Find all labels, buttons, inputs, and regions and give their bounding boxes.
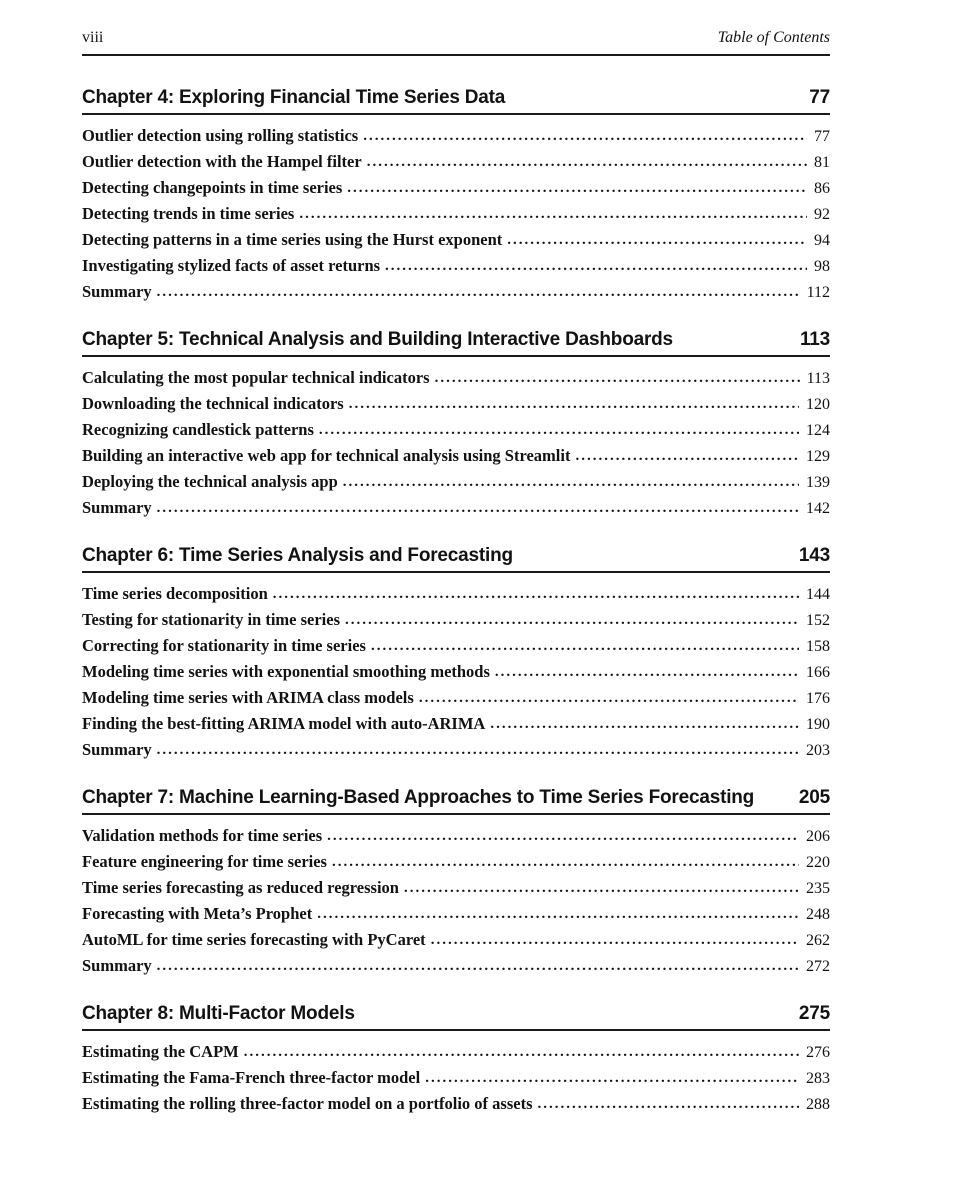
chapter-page-number: 77 bbox=[809, 87, 830, 108]
toc-entry-title: Estimating the Fama-French three-factor model bbox=[82, 1068, 421, 1087]
toc-entry[interactable] bbox=[82, 849, 830, 875]
chapter-title: Chapter 4: Exploring Financial Time Series Data bbox=[82, 87, 506, 108]
dot-leader bbox=[575, 443, 799, 469]
toc-entry-title: Investigating stylized facts of asset returns bbox=[82, 256, 381, 275]
chapter-page-number: 113 bbox=[799, 329, 830, 350]
dot-leader bbox=[157, 953, 799, 979]
toc-entry-title: Modeling time series with ARIMA class models bbox=[82, 688, 414, 707]
dot-leader bbox=[495, 659, 799, 685]
toc-entry-title: Validation methods for time series bbox=[82, 826, 323, 845]
chapter-section bbox=[82, 328, 830, 521]
dot-leader bbox=[319, 417, 799, 443]
chapter-page-number: 275 bbox=[798, 1003, 830, 1024]
dot-leader bbox=[431, 927, 799, 953]
toc-entry-title: Finding the best-fitting ARIMA model with auto-ARIMA bbox=[82, 714, 486, 733]
toc-entry-page-number: 176 bbox=[806, 690, 830, 707]
toc-entry[interactable] bbox=[82, 227, 830, 253]
dot-leader bbox=[363, 123, 807, 149]
chapter-entries bbox=[82, 123, 830, 305]
dot-leader bbox=[317, 901, 799, 927]
toc-entry-page-number: 166 bbox=[806, 664, 830, 681]
toc-entry-page-number: 142 bbox=[806, 500, 830, 517]
dot-leader bbox=[327, 823, 799, 849]
dot-leader bbox=[349, 391, 799, 417]
chapter-heading-row[interactable] bbox=[82, 1002, 830, 1031]
toc-entry-title: AutoML for time series forecasting with PyCaret bbox=[82, 930, 426, 949]
dot-leader bbox=[343, 469, 799, 495]
toc-entry-title: Time series decomposition bbox=[82, 584, 268, 603]
dot-leader bbox=[157, 737, 799, 763]
toc-entry-page-number: 120 bbox=[806, 396, 830, 413]
chapter-heading-row[interactable] bbox=[82, 86, 830, 115]
toc-entry-title: Feature engineering for time series bbox=[82, 852, 327, 871]
toc-entry-page-number: 124 bbox=[806, 422, 830, 439]
chapter-heading-row[interactable] bbox=[82, 544, 830, 573]
toc-entry-page-number: 92 bbox=[814, 206, 830, 223]
toc-entry[interactable] bbox=[82, 737, 830, 763]
folio-page-number: viii bbox=[82, 29, 104, 46]
chapter-title: Chapter 7: Machine Learning-Based Approaches to Time Series Forecasting bbox=[82, 787, 755, 808]
toc-entry-title: Forecasting with Meta’s Prophet bbox=[82, 904, 313, 923]
toc-entry-page-number: 276 bbox=[806, 1044, 830, 1061]
toc-entry[interactable] bbox=[82, 469, 830, 495]
toc-entry-title: Downloading the technical indicators bbox=[82, 394, 344, 413]
toc-entry-title: Detecting trends in time series bbox=[82, 204, 295, 223]
toc-entry-page-number: 81 bbox=[814, 154, 830, 171]
dot-leader bbox=[538, 1091, 800, 1117]
chapter-entries bbox=[82, 365, 830, 521]
toc-entry-title: Calculating the most popular technical indicators bbox=[82, 368, 430, 387]
chapter-section bbox=[82, 1002, 830, 1117]
page-header bbox=[82, 28, 830, 56]
toc-entry-page-number: 235 bbox=[806, 880, 830, 897]
chapter-page-number: 205 bbox=[798, 787, 830, 808]
toc-entry[interactable] bbox=[82, 365, 830, 391]
toc-entry-page-number: 283 bbox=[806, 1070, 830, 1087]
dot-leader bbox=[404, 875, 799, 901]
toc-entry-title: Summary bbox=[82, 282, 152, 301]
dot-leader bbox=[371, 633, 799, 659]
chapter-heading-row[interactable] bbox=[82, 328, 830, 357]
dot-leader bbox=[345, 607, 799, 633]
toc-entry-title: Deploying the technical analysis app bbox=[82, 472, 338, 491]
dot-leader bbox=[299, 201, 807, 227]
toc-entry-page-number: 112 bbox=[806, 284, 830, 301]
toc-entry[interactable] bbox=[82, 927, 830, 953]
toc-entry-page-number: 272 bbox=[806, 958, 830, 975]
toc-entry[interactable] bbox=[82, 581, 830, 607]
toc-entry[interactable] bbox=[82, 1065, 830, 1091]
toc-entry-title: Correcting for stationarity in time series bbox=[82, 636, 366, 655]
toc-entry-title: Outlier detection using rolling statistics bbox=[82, 126, 359, 145]
toc-entry-page-number: 113 bbox=[806, 370, 830, 387]
toc-entry-title: Detecting patterns in a time series using the Hurst exponent bbox=[82, 230, 503, 249]
toc-entry-page-number: 94 bbox=[814, 232, 830, 249]
dot-leader bbox=[332, 849, 799, 875]
chapter-heading-row[interactable] bbox=[82, 786, 830, 815]
chapter-section bbox=[82, 86, 830, 305]
toc-entry-page-number: 152 bbox=[806, 612, 830, 629]
dot-leader bbox=[490, 711, 799, 737]
toc-entry-title: Detecting changepoints in time series bbox=[82, 178, 343, 197]
toc-entry[interactable] bbox=[82, 279, 830, 305]
toc-entry[interactable] bbox=[82, 823, 830, 849]
toc-entry-page-number: 203 bbox=[806, 742, 830, 759]
toc-entry-page-number: 288 bbox=[806, 1096, 830, 1113]
toc-entry-title: Time series forecasting as reduced regression bbox=[82, 878, 399, 897]
toc-entry-title: Testing for stationarity in time series bbox=[82, 610, 341, 629]
toc-entry[interactable] bbox=[82, 123, 830, 149]
toc-entry[interactable] bbox=[82, 633, 830, 659]
toc-entry[interactable] bbox=[82, 253, 830, 279]
dot-leader bbox=[347, 175, 807, 201]
toc-entry[interactable] bbox=[82, 443, 830, 469]
chapter-section bbox=[82, 786, 830, 979]
toc-entry-page-number: 86 bbox=[814, 180, 830, 197]
toc-entry[interactable] bbox=[82, 149, 830, 175]
chapter-entries bbox=[82, 823, 830, 979]
toc-entry[interactable] bbox=[82, 391, 830, 417]
toc-entry-title: Estimating the rolling three-factor model on a portfolio of assets bbox=[82, 1094, 533, 1113]
toc-body bbox=[82, 86, 830, 1117]
toc-entry[interactable] bbox=[82, 495, 830, 521]
toc-entry-page-number: 248 bbox=[806, 906, 830, 923]
toc-entry[interactable] bbox=[82, 201, 830, 227]
chapter-title: Chapter 6: Time Series Analysis and Forecasting bbox=[82, 545, 513, 566]
toc-entry-page-number: 158 bbox=[806, 638, 830, 655]
toc-entry-title: Recognizing candlestick patterns bbox=[82, 420, 314, 439]
toc-entry-page-number: 139 bbox=[806, 474, 830, 491]
chapter-entries bbox=[82, 1039, 830, 1117]
dot-leader bbox=[507, 227, 807, 253]
toc-entry-page-number: 98 bbox=[814, 258, 830, 275]
dot-leader bbox=[419, 685, 799, 711]
running-title: Table of Contents bbox=[717, 29, 830, 46]
chapter-page-number: 143 bbox=[798, 545, 830, 566]
dot-leader bbox=[157, 279, 800, 305]
toc-entry[interactable] bbox=[82, 607, 830, 633]
toc-entry-page-number: 129 bbox=[806, 448, 830, 465]
toc-entry-title: Summary bbox=[82, 498, 152, 517]
dot-leader bbox=[367, 149, 807, 175]
toc-entry-title: Modeling time series with exponential smoothing methods bbox=[82, 662, 490, 681]
toc-entry[interactable] bbox=[82, 1091, 830, 1117]
dot-leader bbox=[244, 1039, 799, 1065]
toc-entry[interactable] bbox=[82, 1039, 830, 1065]
toc-entry[interactable] bbox=[82, 175, 830, 201]
dot-leader bbox=[425, 1065, 799, 1091]
toc-entry-title: Summary bbox=[82, 740, 152, 759]
toc-entry-title: Building an interactive web app for technical analysis using Streamlit bbox=[82, 446, 571, 465]
dot-leader bbox=[273, 581, 799, 607]
toc-entry[interactable] bbox=[82, 711, 830, 737]
toc-entry-page-number: 220 bbox=[806, 854, 830, 871]
toc-entry[interactable] bbox=[82, 685, 830, 711]
toc-entry-title: Outlier detection with the Hampel filter bbox=[82, 152, 362, 171]
chapter-title: Chapter 8: Multi-Factor Models bbox=[82, 1003, 355, 1024]
toc-entry-page-number: 77 bbox=[814, 128, 830, 145]
toc-entry-page-number: 262 bbox=[806, 932, 830, 949]
toc-entry[interactable] bbox=[82, 953, 830, 979]
dot-leader bbox=[435, 365, 800, 391]
toc-entry-title: Estimating the CAPM bbox=[82, 1042, 239, 1061]
dot-leader bbox=[385, 253, 807, 279]
chapter-section bbox=[82, 544, 830, 763]
chapter-entries bbox=[82, 581, 830, 763]
toc-entry[interactable] bbox=[82, 417, 830, 443]
chapter-title: Chapter 5: Technical Analysis and Building Interactive Dashboards bbox=[82, 329, 673, 350]
toc-entry-title: Summary bbox=[82, 956, 152, 975]
dot-leader bbox=[157, 495, 799, 521]
toc-entry[interactable] bbox=[82, 901, 830, 927]
toc-entry-page-number: 190 bbox=[806, 716, 830, 733]
toc-entry[interactable] bbox=[82, 659, 830, 685]
toc-entry-page-number: 206 bbox=[806, 828, 830, 845]
toc-entry-page-number: 144 bbox=[806, 586, 830, 603]
toc-entry[interactable] bbox=[82, 875, 830, 901]
